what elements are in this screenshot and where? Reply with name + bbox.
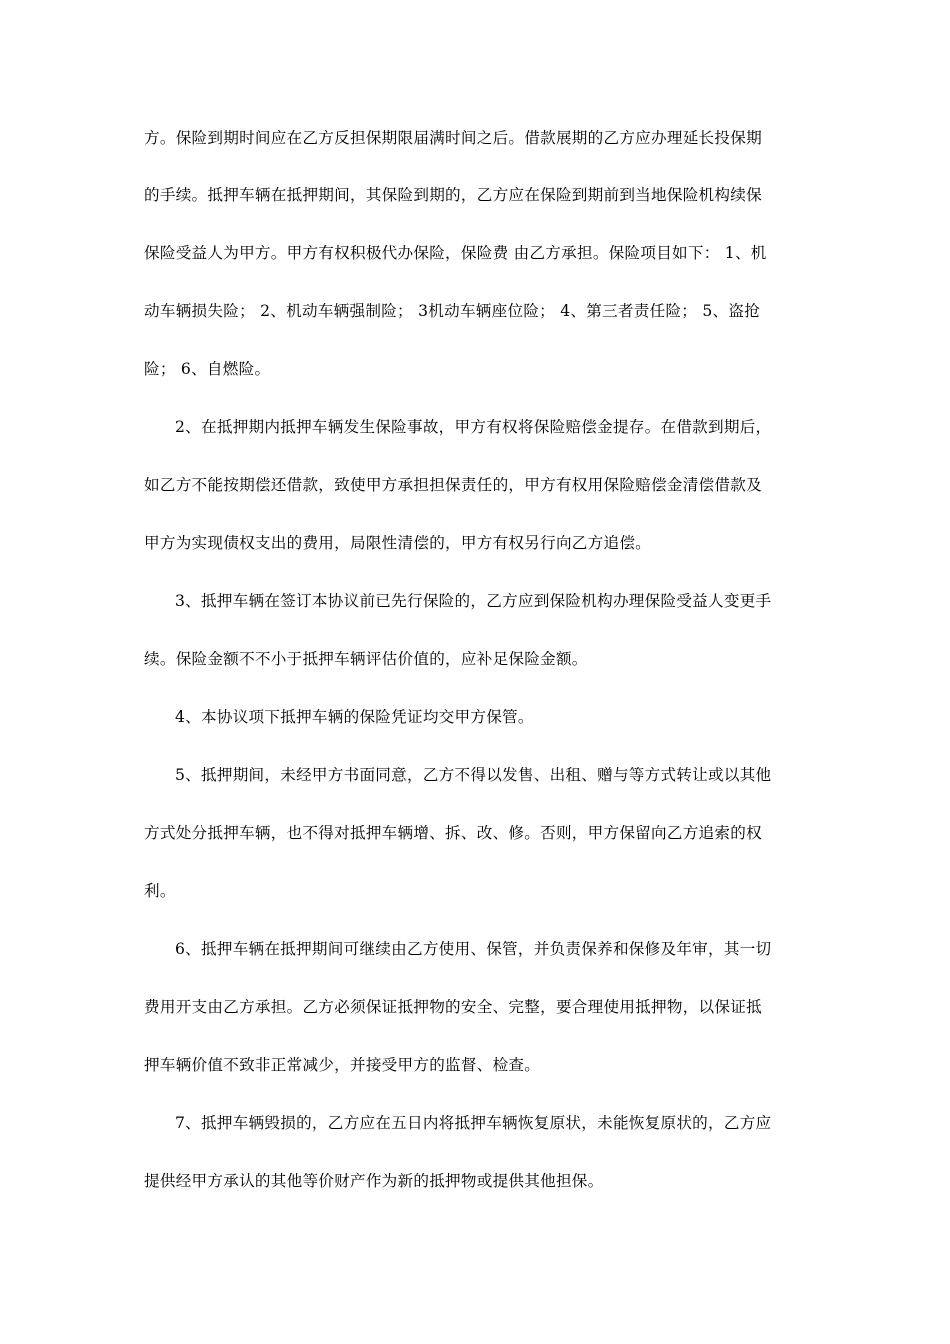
text-line: 的手续。抵押车辆在抵押期间，其保险到期的，乙方应在保险到期前到当地保险机构续保 [144,186,762,204]
text-line: 利。 [144,882,176,900]
text-line: 费用开支由乙方承担。乙方必须保证抵押物的安全、完整，要合理使用抵押物，以保证抵 [144,998,762,1016]
text-line: 方。保险到期时间应在乙方反担保期限届满时间之后。借款展期的乙方应办理延长投保期 [144,129,762,147]
paragraph-5-first-line: 5、抵押期间，未经甲方书面同意，乙方不得以发售、出租、赠与等方式转让或以其他 [175,766,772,784]
text-line: 押车辆价值不致非正常减少，并接受甲方的监督、检查。 [144,1056,541,1074]
text-line: 提供经甲方承认的其他等价财产作为新的抵押物或提供其他担保。 [144,1172,604,1190]
text-line: 险； 6、自燃险。 [144,360,271,378]
paragraph-2-first-line: 2、在抵押期内抵押车辆发生保险事故，甲方有权将保险赔偿金提存。在借款到期后， [175,418,772,436]
paragraph-3-first-line: 3、抵押车辆在签订本协议前已先行保险的，乙方应到保险机构办理保险受益人变更手 [175,592,772,610]
text-line: 续。保险金额不不小于抵押车辆评估价值的，应补足保险金额。 [144,650,588,668]
text-line: 甲方为实现债权支出的费用，局限性清偿的，甲方有权另行向乙方追偿。 [144,534,652,552]
paragraph-6-first-line: 6、抵押车辆在抵押期间可继续由乙方使用、保管，并负责保养和保修及年审，其一切 [175,940,772,958]
text-line: 方式处分抵押车辆，也不得对抵押车辆增、拆、改、修。否则，甲方保留向乙方追索的权 [144,824,762,842]
paragraph-7-first-line: 7、抵押车辆毁损的，乙方应在五日内将抵押车辆恢复原状，未能恢复原状的，乙方应 [175,1114,772,1132]
text-line: 动车辆损失险； 2、机动车辆强制险； 3机动车辆座位险； 4、第三者责任险； 5、盗抢 [144,302,761,320]
paragraph-4-first-line: 4、本协议项下抵押车辆的保险凭证均交甲方保管。 [175,708,534,726]
text-line: 如乙方不能按期偿还借款，致使甲方承担担保责任的，甲方有权用保险赔偿金清偿借款及 [144,476,762,494]
text-line: 保险受益人为甲方。甲方有权积极代办保险，保险费 由乙方承担。保险项目如下： 1、机 [144,244,767,262]
